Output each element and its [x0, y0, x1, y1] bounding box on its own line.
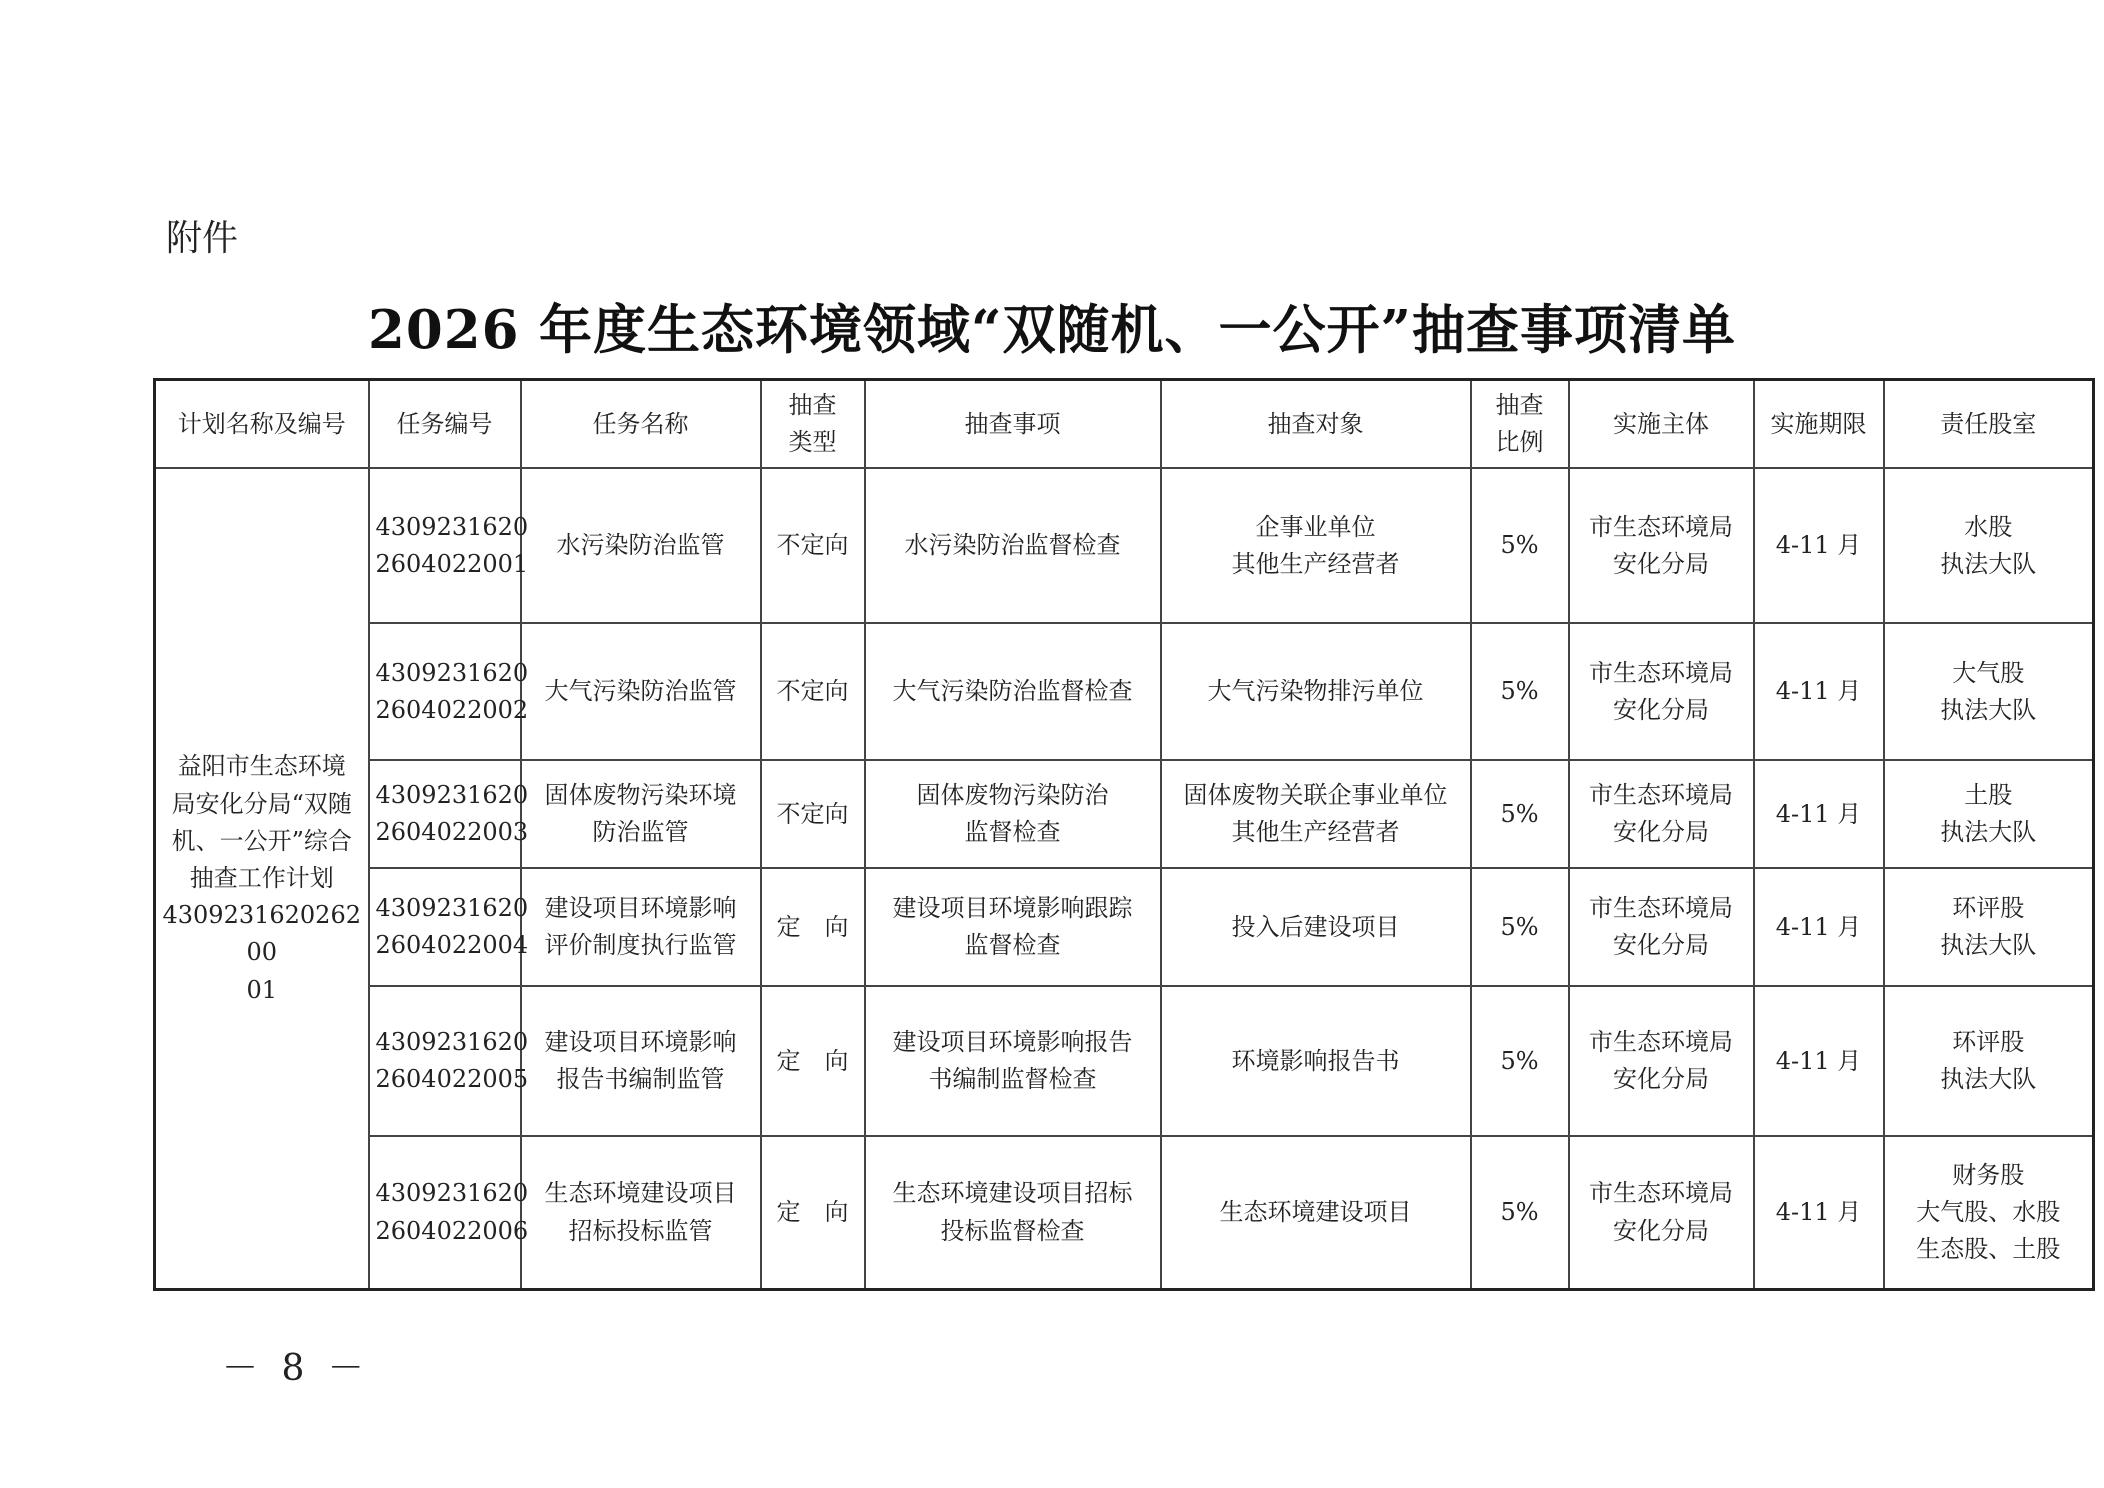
table-row: [155, 760, 2094, 868]
plan-name-cell: [155, 468, 369, 1289]
ratio-cell: 5%: [1471, 760, 1569, 868]
task-name-cell: [521, 1136, 761, 1289]
entity-line: 市生态环境局: [1589, 894, 1733, 923]
entity-cell: [1569, 760, 1754, 868]
task-no-line: 4309231620: [375, 658, 529, 687]
target-cell: [1161, 1136, 1471, 1289]
task-name-cell: [521, 760, 761, 868]
task-no-line: 2604022006: [375, 1216, 529, 1245]
type-cell: 定 向: [761, 1136, 865, 1289]
entity-line: 市生态环境局: [1589, 658, 1733, 687]
task-no-cell: [369, 868, 529, 986]
table-row: [155, 868, 2094, 986]
task-name-line: 招标投标监管: [568, 1216, 713, 1245]
office-cell: [1884, 623, 2094, 760]
entity-cell: [1569, 1136, 1754, 1289]
task-name-line: 评价制度执行监管: [544, 931, 737, 960]
task-name-cell: [521, 986, 761, 1136]
table-row: [155, 468, 2094, 623]
task-name-line: 报告书编制监管: [556, 1065, 725, 1094]
target-line: 固体废物关联企事业单位: [1183, 781, 1448, 810]
header-entity: 实施主体: [1569, 380, 1754, 469]
task-no-cell: [369, 760, 529, 868]
office-line: 大气股、水股: [1916, 1198, 2061, 1227]
type-cell: 定 向: [761, 868, 865, 986]
task-no-cell: [369, 468, 529, 623]
entity-line: 安化分局: [1613, 931, 1709, 960]
period-cell: 4-11 月: [1754, 760, 1884, 868]
item-cell: [865, 468, 1161, 623]
page-title: 2026 年度生态环境领域“双随机、一公开”抽查事项清单: [368, 299, 1736, 361]
task-no-line: 4309231620: [375, 781, 529, 810]
ratio-cell: 5%: [1471, 868, 1569, 986]
header-item: 抽查事项: [865, 380, 1161, 469]
type-cell: 不定向: [761, 760, 865, 868]
plan-name-line: 机、一公开”综合: [171, 826, 352, 855]
type-cell: 定 向: [761, 986, 865, 1136]
target-cell: [1161, 986, 1471, 1136]
item-line: 固体废物污染防治: [916, 781, 1109, 810]
ratio-cell: 5%: [1471, 1136, 1569, 1289]
header-period: 实施期限: [1754, 380, 1884, 469]
item-cell: [865, 760, 1161, 868]
office-line: 执法大队: [1940, 549, 2037, 578]
attachment-label: 附件: [166, 218, 239, 259]
task-no-line: 4309231620: [375, 512, 529, 541]
table-header-row: [155, 380, 2094, 469]
office-line: 生态股、土股: [1916, 1235, 2061, 1264]
plan-name-line: 局安化分局“双随: [171, 789, 352, 818]
header-ratio-line: 抽查: [1495, 391, 1544, 419]
target-cell: [1161, 623, 1471, 760]
entity-line: 安化分局: [1613, 549, 1709, 578]
item-line: 水污染防治监督检查: [904, 531, 1121, 560]
task-name-line: 建设项目环境影响: [544, 894, 737, 923]
target-line: 投入后建设项目: [1231, 912, 1400, 941]
task-name-line: 建设项目环境影响: [544, 1028, 737, 1057]
entity-cell: [1569, 468, 1754, 623]
office-cell: [1884, 1136, 2094, 1289]
type-cell: 不定向: [761, 468, 865, 623]
item-line: 书编制监督检查: [928, 1065, 1097, 1094]
task-name-cell: [521, 468, 761, 623]
plan-name-line: 益阳市生态环境: [177, 752, 346, 781]
header-office: 责任股室: [1884, 380, 2094, 469]
target-line: 大气污染物排污单位: [1207, 677, 1424, 706]
entity-line: 市生态环境局: [1589, 1028, 1733, 1057]
task-no-cell: [369, 623, 529, 760]
office-cell: [1884, 986, 2094, 1136]
period-cell: 4-11 月: [1754, 468, 1884, 623]
header-type-line: 类型: [788, 428, 837, 457]
header-type-line: 抽查: [788, 391, 837, 419]
entity-line: 市生态环境局: [1589, 1179, 1733, 1208]
office-line: 财务股: [1952, 1160, 2025, 1189]
item-line: 监督检查: [964, 931, 1061, 960]
plan-name-line: 430923162026200: [162, 901, 361, 967]
item-line: 建设项目环境影响跟踪: [892, 894, 1133, 923]
period-cell: 4-11 月: [1754, 623, 1884, 760]
entity-line: 安化分局: [1613, 818, 1709, 847]
header-plan: 计划名称及编号: [155, 380, 369, 469]
type-cell: 不定向: [761, 623, 865, 760]
plan-name-line: 01: [246, 975, 278, 1004]
task-name-line: 生态环境建设项目: [544, 1179, 737, 1208]
office-line: 执法大队: [1940, 1065, 2037, 1094]
task-no-line: 2604022001: [375, 549, 529, 578]
office-line: 执法大队: [1940, 931, 2037, 960]
task-name-line: 固体废物污染环境: [544, 781, 737, 810]
office-cell: [1884, 468, 2094, 623]
office-line: 环评股: [1952, 1028, 2025, 1057]
page-number: － 8 －: [222, 1348, 370, 1389]
item-line: 生态环境建设项目招标: [892, 1179, 1133, 1208]
target-cell: [1161, 468, 1471, 623]
task-no-line: 2604022005: [375, 1065, 529, 1094]
table-row: [155, 1136, 2094, 1289]
inspection-items-table: [153, 378, 2095, 1291]
item-cell: [865, 623, 1161, 760]
header-ratio-line: 比例: [1495, 428, 1544, 457]
entity-cell: [1569, 868, 1754, 986]
item-cell: [865, 1136, 1161, 1289]
header-task-no: 任务编号: [369, 380, 521, 469]
task-no-line: 4309231620: [375, 894, 529, 923]
task-name-line: 防治监管: [592, 818, 689, 847]
task-no-line: 2604022002: [375, 695, 529, 724]
task-name-cell: [521, 868, 761, 986]
office-line: 大气股: [1952, 658, 2025, 687]
office-line: 土股: [1964, 781, 2013, 810]
entity-cell: [1569, 623, 1754, 760]
task-no-cell: [369, 986, 529, 1136]
ratio-cell: 5%: [1471, 468, 1569, 623]
ratio-cell: 5%: [1471, 623, 1569, 760]
item-cell: [865, 868, 1161, 986]
header-type: [761, 380, 865, 469]
task-no-line: 2604022004: [375, 931, 529, 960]
table-row: [155, 623, 2094, 760]
target-line: 其他生产经营者: [1231, 549, 1400, 578]
target-cell: [1161, 760, 1471, 868]
target-line: 其他生产经营者: [1231, 818, 1400, 847]
task-no-line: 2604022003: [375, 818, 529, 847]
item-line: 投标监督检查: [940, 1216, 1085, 1245]
entity-line: 市生态环境局: [1589, 781, 1733, 810]
table-body: [155, 468, 2094, 1289]
office-cell: [1884, 760, 2094, 868]
office-line: 执法大队: [1940, 695, 2037, 724]
header-task-name: 任务名称: [521, 380, 761, 469]
entity-cell: [1569, 986, 1754, 1136]
office-cell: [1884, 868, 2094, 986]
task-no-line: 4309231620: [375, 1028, 529, 1057]
item-cell: [865, 986, 1161, 1136]
target-cell: [1161, 868, 1471, 986]
header-target: 抽查对象: [1161, 380, 1471, 469]
office-line: 水股: [1964, 512, 2013, 541]
period-cell: 4-11 月: [1754, 986, 1884, 1136]
entity-line: 安化分局: [1613, 1216, 1709, 1245]
table-row: [155, 986, 2094, 1136]
plan-name-line: 抽查工作计划: [189, 864, 334, 893]
period-cell: 4-11 月: [1754, 868, 1884, 986]
task-name-line: 大气污染防治监管: [544, 677, 737, 706]
task-name-cell: [521, 623, 761, 760]
target-line: 企事业单位: [1255, 512, 1376, 541]
period-cell: 4-11 月: [1754, 1136, 1884, 1289]
entity-line: 安化分局: [1613, 695, 1709, 724]
entity-line: 安化分局: [1613, 1065, 1709, 1094]
task-no-line: 4309231620: [375, 1179, 529, 1208]
task-no-cell: [369, 1136, 529, 1289]
item-line: 建设项目环境影响报告: [892, 1028, 1133, 1057]
ratio-cell: 5%: [1471, 986, 1569, 1136]
target-line: 环境影响报告书: [1231, 1046, 1400, 1075]
target-line: 生态环境建设项目: [1219, 1198, 1412, 1227]
entity-line: 市生态环境局: [1589, 512, 1733, 541]
office-line: 执法大队: [1940, 818, 2037, 847]
task-name-line: 水污染防治监管: [556, 531, 725, 560]
item-line: 大气污染防治监督检查: [892, 677, 1133, 706]
header-ratio: [1471, 380, 1569, 469]
office-line: 环评股: [1952, 894, 2025, 923]
item-line: 监督检查: [964, 818, 1061, 847]
